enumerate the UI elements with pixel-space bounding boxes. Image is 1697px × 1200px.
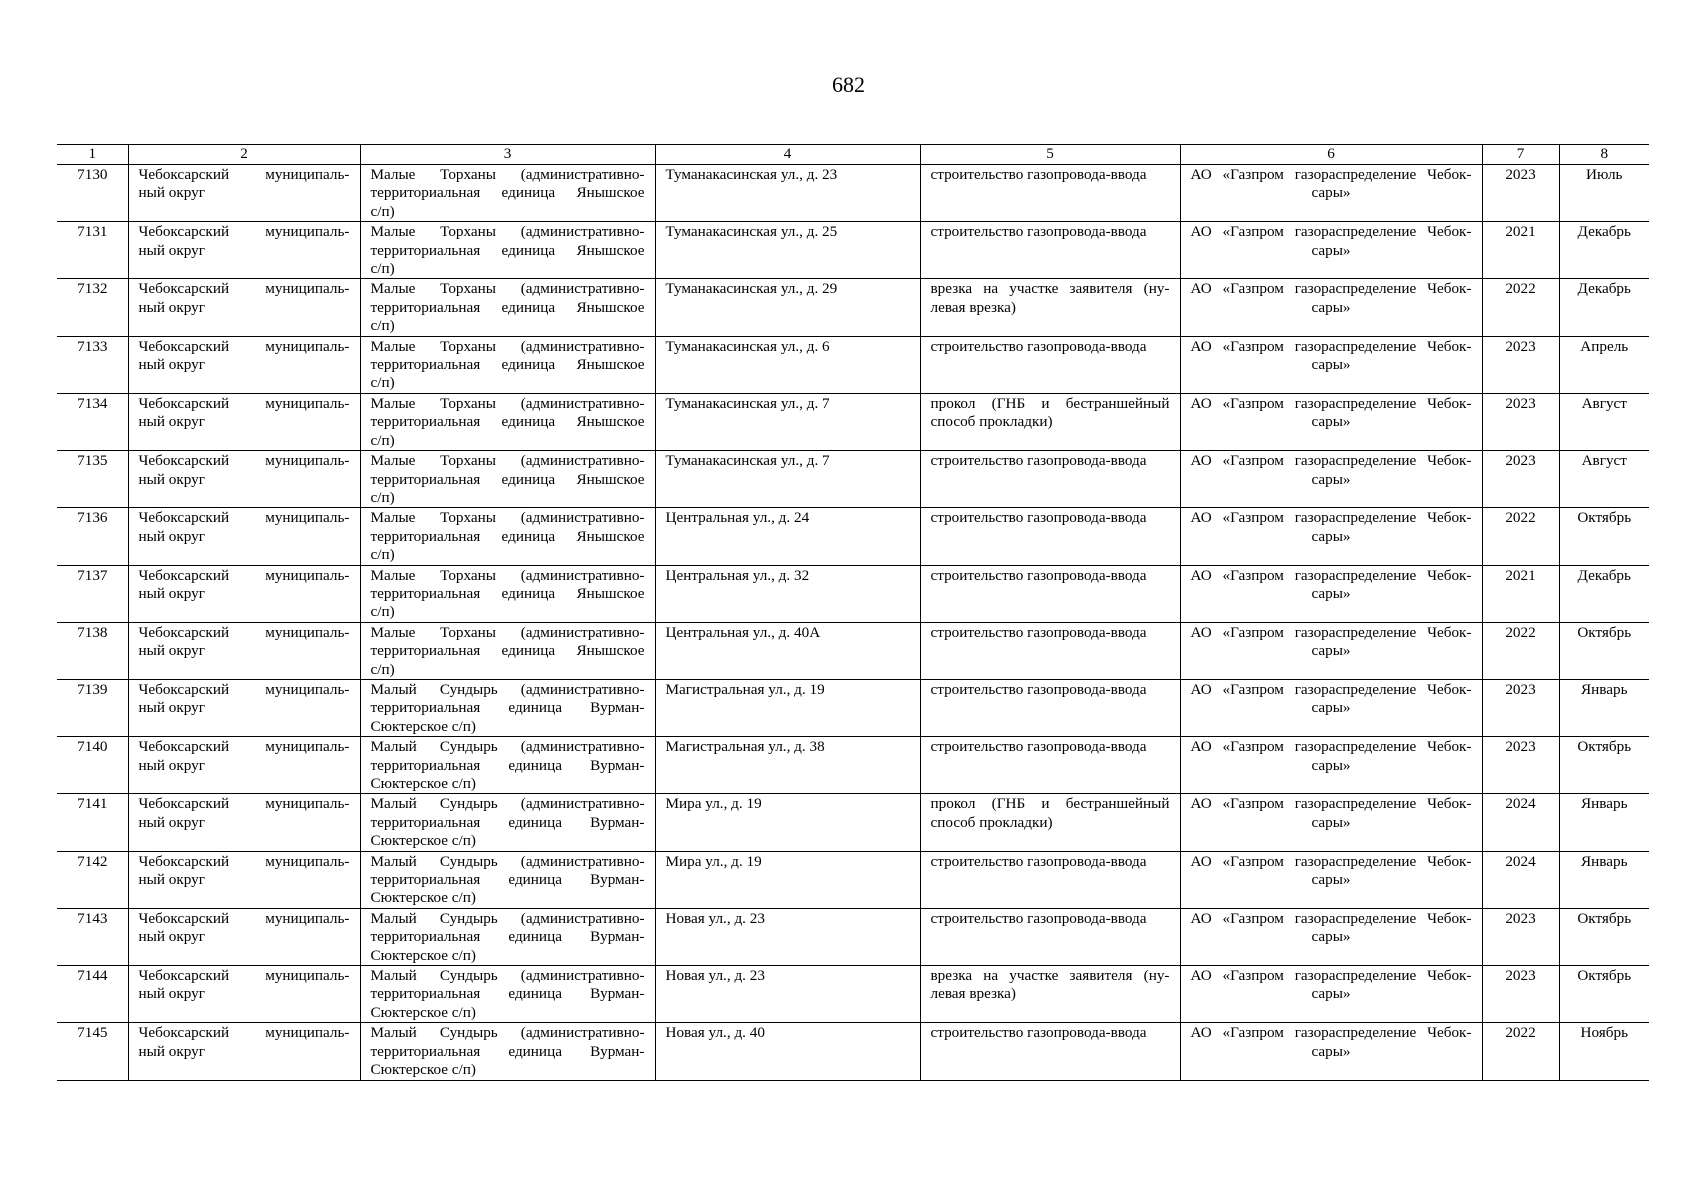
work-type-cell-line: строительство газопровода-ввода	[930, 509, 1147, 527]
organization-cell	[1180, 1023, 1482, 1080]
district-cell-line: ный округ	[138, 241, 205, 259]
locality-cell-line: территориальная единица Янышское	[370, 527, 645, 545]
locality-cell-line: территориальная единица Вурман-	[370, 871, 645, 889]
organization-cell-line: АО «Газпром газораспределение Чебок-	[1190, 337, 1472, 355]
locality-cell	[360, 222, 655, 279]
district-cell	[128, 565, 360, 622]
year-cell: 2023	[1482, 451, 1559, 508]
locality-cell-line: Малые Торханы (административно-	[370, 394, 645, 412]
table-body	[57, 145, 1649, 1081]
district-cell-line: Чебоксарский муниципаль-	[138, 509, 350, 527]
district-cell-line: ный округ	[138, 527, 205, 545]
row-number: 7132	[57, 279, 128, 336]
work-type-cell	[920, 794, 1180, 851]
organization-cell	[1180, 165, 1482, 222]
locality-cell-line: территориальная единица Вурман-	[370, 756, 645, 774]
table-row	[57, 508, 1649, 565]
district-cell-line: Чебоксарский муниципаль-	[138, 223, 350, 241]
month-cell: Октябрь	[1559, 737, 1649, 794]
district-cell	[128, 851, 360, 908]
work-type-cell-line: строительство газопровода-ввода	[930, 680, 1147, 698]
district-cell-line: Чебоксарский муниципаль-	[138, 852, 350, 870]
organization-cell	[1180, 851, 1482, 908]
month-cell: Январь	[1559, 794, 1649, 851]
organization-cell-line: сары»	[1311, 699, 1351, 717]
work-type-cell	[920, 336, 1180, 393]
locality-cell	[360, 451, 655, 508]
table-row	[57, 165, 1649, 222]
organization-cell-line: сары»	[1311, 813, 1351, 831]
district-cell	[128, 451, 360, 508]
organization-cell-line: сары»	[1311, 928, 1351, 946]
column-number-3: 3	[360, 145, 655, 165]
column-number-7: 7	[1482, 145, 1559, 165]
locality-cell-line: Сюктерское с/п)	[370, 775, 476, 792]
column-number-2: 2	[128, 145, 360, 165]
table-row	[57, 222, 1649, 279]
locality-cell-line: Малые Торханы (административно-	[370, 623, 645, 641]
district-cell	[128, 622, 360, 679]
locality-cell-line: Малые Торханы (административно-	[370, 223, 645, 241]
table-row	[57, 908, 1649, 965]
month-cell: Январь	[1559, 679, 1649, 736]
table-row	[57, 794, 1649, 851]
locality-cell-line: территориальная единица Янышское	[370, 642, 645, 660]
district-cell-line: Чебоксарский муниципаль-	[138, 280, 350, 298]
locality-cell-line: Малый Сундырь (административно-	[370, 738, 645, 756]
year-cell: 2023	[1482, 966, 1559, 1023]
locality-cell	[360, 565, 655, 622]
year-cell: 2022	[1482, 508, 1559, 565]
row-number: 7145	[57, 1023, 128, 1080]
district-cell-line: Чебоксарский муниципаль-	[138, 795, 350, 813]
locality-cell-line: с/п)	[370, 546, 395, 564]
work-type-cell-line: строительство газопровода-ввода	[930, 738, 1147, 756]
month-cell: Декабрь	[1559, 222, 1649, 279]
district-cell-line: ный округ	[138, 813, 205, 831]
organization-cell-line: АО «Газпром газораспределение Чебок-	[1190, 566, 1472, 584]
address-cell: Туманакасинская ул., д. 23	[655, 165, 920, 222]
locality-cell-line: территориальная единица Янышское	[370, 413, 645, 431]
district-cell-line: Чебоксарский муниципаль-	[138, 566, 350, 584]
table-row	[57, 336, 1649, 393]
row-number: 7143	[57, 908, 128, 965]
locality-cell-line: территориальная единица Янышское	[370, 356, 645, 374]
table-row	[57, 279, 1649, 336]
locality-cell-line: Сюктерское с/п)	[370, 717, 476, 735]
address-cell: Центральная ул., д. 24	[655, 508, 920, 565]
organization-cell-line: АО «Газпром газораспределение Чебок-	[1190, 509, 1472, 527]
year-cell: 2023	[1482, 165, 1559, 222]
work-type-cell	[920, 165, 1180, 222]
organization-cell	[1180, 908, 1482, 965]
work-type-cell-line: врезка на участке заявителя (ну-	[930, 280, 1170, 298]
locality-cell-line: территориальная единица Вурман-	[370, 1042, 645, 1060]
locality-cell-line: Сюктерское с/п)	[370, 946, 476, 964]
address-cell: Новая ул., д. 23	[655, 908, 920, 965]
organization-cell-line: сары»	[1311, 527, 1351, 545]
month-cell: Октябрь	[1559, 908, 1649, 965]
organization-cell	[1180, 279, 1482, 336]
year-cell: 2024	[1482, 851, 1559, 908]
locality-cell-line: Сюктерское с/п)	[370, 1061, 476, 1079]
district-cell-line: ный округ	[138, 470, 205, 488]
work-type-cell-line: строительство газопровода-ввода	[930, 1024, 1147, 1042]
locality-cell-line: Сюктерское с/п)	[370, 889, 476, 907]
row-number: 7136	[57, 508, 128, 565]
organization-cell-line: сары»	[1311, 413, 1351, 431]
locality-cell-line: Сюктерское с/п)	[370, 832, 476, 850]
organization-cell-line: АО «Газпром газораспределение Чебок-	[1190, 738, 1472, 756]
locality-cell-line: Малый Сундырь (административно-	[370, 680, 645, 698]
district-cell	[128, 966, 360, 1023]
locality-cell	[360, 336, 655, 393]
year-cell: 2023	[1482, 393, 1559, 450]
locality-cell-line: территориальная единица Вурман-	[370, 699, 645, 717]
locality-cell	[360, 679, 655, 736]
locality-cell	[360, 508, 655, 565]
work-type-cell-line: прокол (ГНБ и бестраншейный	[930, 394, 1170, 412]
row-number: 7135	[57, 451, 128, 508]
work-type-cell	[920, 279, 1180, 336]
district-cell	[128, 393, 360, 450]
work-type-cell	[920, 222, 1180, 279]
organization-cell	[1180, 336, 1482, 393]
locality-cell-line: территориальная единица Янышское	[370, 470, 645, 488]
work-type-cell	[920, 508, 1180, 565]
work-type-cell-line: прокол (ГНБ и бестраншейный	[930, 795, 1170, 813]
work-type-cell-line: строительство газопровода-ввода	[930, 852, 1147, 870]
work-type-cell	[920, 851, 1180, 908]
work-type-cell-line: левая врезка)	[930, 298, 1016, 316]
district-cell-line: Чебоксарский муниципаль-	[138, 337, 350, 355]
work-type-cell-line: строительство газопровода-ввода	[930, 452, 1147, 470]
organization-cell-line: сары»	[1311, 642, 1351, 660]
row-number: 7137	[57, 565, 128, 622]
district-cell-line: ный округ	[138, 871, 205, 889]
locality-cell-line: с/п)	[370, 488, 395, 506]
month-cell: Октябрь	[1559, 622, 1649, 679]
year-cell: 2021	[1482, 222, 1559, 279]
district-cell	[128, 908, 360, 965]
month-cell: Декабрь	[1559, 565, 1649, 622]
work-type-cell-line: способ прокладки)	[930, 413, 1053, 431]
work-type-cell-line: строительство газопровода-ввода	[930, 909, 1147, 927]
district-cell-line: ный округ	[138, 298, 205, 316]
locality-cell-line: Малый Сундырь (административно-	[370, 852, 645, 870]
locality-cell-line: с/п)	[370, 431, 395, 449]
table-row	[57, 451, 1649, 508]
row-number: 7133	[57, 336, 128, 393]
year-cell: 2023	[1482, 679, 1559, 736]
work-type-cell-line: способ прокладки)	[930, 813, 1053, 831]
locality-cell-line: Малые Торханы (административно-	[370, 166, 645, 183]
organization-cell-line: сары»	[1311, 241, 1351, 259]
locality-cell-line: Малые Торханы (административно-	[370, 509, 645, 527]
year-cell: 2024	[1482, 794, 1559, 851]
year-cell: 2021	[1482, 565, 1559, 622]
work-type-cell	[920, 451, 1180, 508]
page-number: 682	[832, 72, 865, 97]
locality-cell	[360, 851, 655, 908]
table-row	[57, 737, 1649, 794]
organization-cell-line: сары»	[1311, 871, 1351, 889]
district-cell-line: Чебоксарский муниципаль-	[138, 680, 350, 698]
address-cell: Центральная ул., д. 40А	[655, 622, 920, 679]
year-cell: 2022	[1482, 1023, 1559, 1080]
locality-cell-line: Малые Торханы (административно-	[370, 566, 645, 584]
organization-cell-line: АО «Газпром газораспределение Чебок-	[1190, 1024, 1472, 1042]
address-cell: Туманакасинская ул., д. 6	[655, 336, 920, 393]
month-cell: Август	[1559, 451, 1649, 508]
locality-cell-line: территориальная единица Янышское	[370, 298, 645, 316]
locality-cell	[360, 737, 655, 794]
locality-cell	[360, 622, 655, 679]
work-type-cell-line: строительство газопровода-ввода	[930, 166, 1147, 183]
month-cell: Декабрь	[1559, 279, 1649, 336]
year-cell: 2023	[1482, 336, 1559, 393]
organization-cell	[1180, 222, 1482, 279]
district-cell	[128, 737, 360, 794]
address-cell: Туманакасинская ул., д. 7	[655, 451, 920, 508]
row-number: 7130	[57, 165, 128, 222]
work-type-cell	[920, 908, 1180, 965]
table-row	[57, 966, 1649, 1023]
locality-cell	[360, 279, 655, 336]
locality-cell	[360, 393, 655, 450]
locality-cell-line: с/п)	[370, 374, 395, 392]
locality-cell-line: с/п)	[370, 202, 395, 220]
locality-cell	[360, 165, 655, 222]
work-type-cell-line: строительство газопровода-ввода	[930, 623, 1147, 641]
district-cell	[128, 222, 360, 279]
district-cell	[128, 165, 360, 222]
district-cell	[128, 508, 360, 565]
row-number: 7140	[57, 737, 128, 794]
organization-cell-line: сары»	[1311, 470, 1351, 488]
row-number: 7141	[57, 794, 128, 851]
work-type-cell-line: строительство газопровода-ввода	[930, 337, 1147, 355]
locality-cell-line: Малый Сундырь (административно-	[370, 967, 645, 985]
organization-cell	[1180, 451, 1482, 508]
column-number-8: 8	[1559, 145, 1649, 165]
work-type-cell	[920, 966, 1180, 1023]
column-number-6: 6	[1180, 145, 1482, 165]
organization-cell	[1180, 737, 1482, 794]
column-number-4: 4	[655, 145, 920, 165]
work-type-cell	[920, 565, 1180, 622]
work-type-cell-line: левая врезка)	[930, 985, 1016, 1003]
organization-cell-line: сары»	[1311, 756, 1351, 774]
work-type-cell-line: врезка на участке заявителя (ну-	[930, 967, 1170, 985]
organization-cell	[1180, 966, 1482, 1023]
year-cell: 2022	[1482, 622, 1559, 679]
organization-cell-line: АО «Газпром газораспределение Чебок-	[1190, 852, 1472, 870]
locality-cell	[360, 1023, 655, 1080]
table-row	[57, 622, 1649, 679]
locality-cell-line: территориальная единица Вурман-	[370, 928, 645, 946]
organization-cell-line: АО «Газпром газораспределение Чебок-	[1190, 967, 1472, 985]
organization-cell-line: АО «Газпром газораспределение Чебок-	[1190, 452, 1472, 470]
address-cell: Новая ул., д. 40	[655, 1023, 920, 1080]
table-row	[57, 679, 1649, 736]
work-type-cell	[920, 679, 1180, 736]
work-type-cell	[920, 622, 1180, 679]
locality-cell-line: территориальная единица Вурман-	[370, 985, 645, 1003]
organization-cell-line: сары»	[1311, 584, 1351, 602]
locality-cell-line: с/п)	[370, 660, 395, 678]
district-cell-line: ный округ	[138, 642, 205, 660]
locality-cell-line: Малые Торханы (административно-	[370, 280, 645, 298]
month-cell: Октябрь	[1559, 508, 1649, 565]
row-number: 7139	[57, 679, 128, 736]
address-cell: Магистральная ул., д. 38	[655, 737, 920, 794]
gas-works-table	[57, 144, 1649, 1081]
district-cell	[128, 336, 360, 393]
district-cell	[128, 679, 360, 736]
month-cell: Август	[1559, 393, 1649, 450]
district-cell-line: Чебоксарский муниципаль-	[138, 623, 350, 641]
district-cell	[128, 279, 360, 336]
organization-cell-line: сары»	[1311, 985, 1351, 1003]
address-cell: Мира ул., д. 19	[655, 794, 920, 851]
column-number-row	[57, 145, 1649, 165]
organization-cell-line: АО «Газпром газораспределение Чебок-	[1190, 795, 1472, 813]
district-cell-line: Чебоксарский муниципаль-	[138, 394, 350, 412]
district-cell-line: Чебоксарский муниципаль-	[138, 909, 350, 927]
organization-cell	[1180, 508, 1482, 565]
month-cell: Июль	[1559, 165, 1649, 222]
month-cell: Январь	[1559, 851, 1649, 908]
organization-cell-line: АО «Газпром газораспределение Чебок-	[1190, 166, 1472, 183]
row-number: 7134	[57, 393, 128, 450]
organization-cell-line: АО «Газпром газораспределение Чебок-	[1190, 909, 1472, 927]
row-number: 7142	[57, 851, 128, 908]
locality-cell-line: территориальная единица Янышское	[370, 241, 645, 259]
district-cell-line: ный округ	[138, 928, 205, 946]
locality-cell-line: Малый Сундырь (административно-	[370, 909, 645, 927]
organization-cell	[1180, 622, 1482, 679]
organization-cell-line: АО «Газпром газораспределение Чебок-	[1190, 223, 1472, 241]
organization-cell-line: АО «Газпром газораспределение Чебок-	[1190, 394, 1472, 412]
organization-cell	[1180, 565, 1482, 622]
month-cell: Октябрь	[1559, 966, 1649, 1023]
address-cell: Туманакасинская ул., д. 25	[655, 222, 920, 279]
organization-cell-line: АО «Газпром газораспределение Чебок-	[1190, 623, 1472, 641]
address-cell: Мира ул., д. 19	[655, 851, 920, 908]
locality-cell-line: территориальная единица Вурман-	[370, 813, 645, 831]
organization-cell-line: сары»	[1311, 298, 1351, 316]
locality-cell	[360, 966, 655, 1023]
work-type-cell	[920, 1023, 1180, 1080]
locality-cell-line: Малые Торханы (административно-	[370, 337, 645, 355]
organization-cell-line: сары»	[1311, 1042, 1351, 1060]
year-cell: 2023	[1482, 908, 1559, 965]
organization-cell	[1180, 393, 1482, 450]
district-cell-line: Чебоксарский муниципаль-	[138, 1024, 350, 1042]
address-cell: Магистральная ул., д. 19	[655, 679, 920, 736]
work-type-cell-line: строительство газопровода-ввода	[930, 566, 1147, 584]
locality-cell-line: с/п)	[370, 260, 395, 278]
district-cell-line: Чебоксарский муниципаль-	[138, 967, 350, 985]
district-cell	[128, 1023, 360, 1080]
month-cell: Апрель	[1559, 336, 1649, 393]
district-cell-line: ный округ	[138, 413, 205, 431]
year-cell: 2022	[1482, 279, 1559, 336]
organization-cell-line: сары»	[1311, 184, 1351, 202]
address-cell: Туманакасинская ул., д. 29	[655, 279, 920, 336]
work-type-cell	[920, 393, 1180, 450]
district-cell-line: Чебоксарский муниципаль-	[138, 452, 350, 470]
organization-cell	[1180, 794, 1482, 851]
locality-cell-line: Сюктерское с/п)	[370, 1003, 476, 1021]
address-cell: Туманакасинская ул., д. 7	[655, 393, 920, 450]
district-cell-line: Чебоксарский муниципаль-	[138, 166, 350, 183]
district-cell-line: ный округ	[138, 985, 205, 1003]
district-cell-line: ный округ	[138, 184, 205, 202]
address-cell: Новая ул., д. 23	[655, 966, 920, 1023]
district-cell-line: ный округ	[138, 756, 205, 774]
locality-cell-line: Малые Торханы (административно-	[370, 452, 645, 470]
address-cell: Центральная ул., д. 32	[655, 565, 920, 622]
table-row	[57, 565, 1649, 622]
locality-cell	[360, 908, 655, 965]
district-cell-line: ный округ	[138, 584, 205, 602]
table-row	[57, 393, 1649, 450]
column-number-1: 1	[57, 145, 128, 165]
district-cell-line: Чебоксарский муниципаль-	[138, 738, 350, 756]
work-type-cell-line: строительство газопровода-ввода	[930, 223, 1147, 241]
locality-cell-line: территориальная единица Янышское	[370, 184, 645, 202]
organization-cell-line: АО «Газпром газораспределение Чебок-	[1190, 280, 1472, 298]
locality-cell	[360, 794, 655, 851]
district-cell-line: ный округ	[138, 699, 205, 717]
column-number-5: 5	[920, 145, 1180, 165]
table-row	[57, 1023, 1649, 1080]
organization-cell-line: сары»	[1311, 356, 1351, 374]
year-cell: 2023	[1482, 737, 1559, 794]
district-cell-line: ный округ	[138, 1042, 205, 1060]
organization-cell-line: АО «Газпром газораспределение Чебок-	[1190, 680, 1472, 698]
row-number: 7138	[57, 622, 128, 679]
organization-cell	[1180, 679, 1482, 736]
district-cell-line: ный округ	[138, 356, 205, 374]
work-type-cell	[920, 737, 1180, 794]
row-number: 7131	[57, 222, 128, 279]
locality-cell-line: Малый Сундырь (административно-	[370, 1024, 645, 1042]
table-row	[57, 851, 1649, 908]
district-cell	[128, 794, 360, 851]
month-cell: Ноябрь	[1559, 1023, 1649, 1080]
locality-cell-line: Малый Сундырь (административно-	[370, 795, 645, 813]
locality-cell-line: с/п)	[370, 317, 395, 335]
locality-cell-line: территориальная единица Янышское	[370, 584, 645, 602]
row-number: 7144	[57, 966, 128, 1023]
locality-cell-line: с/п)	[370, 603, 395, 621]
